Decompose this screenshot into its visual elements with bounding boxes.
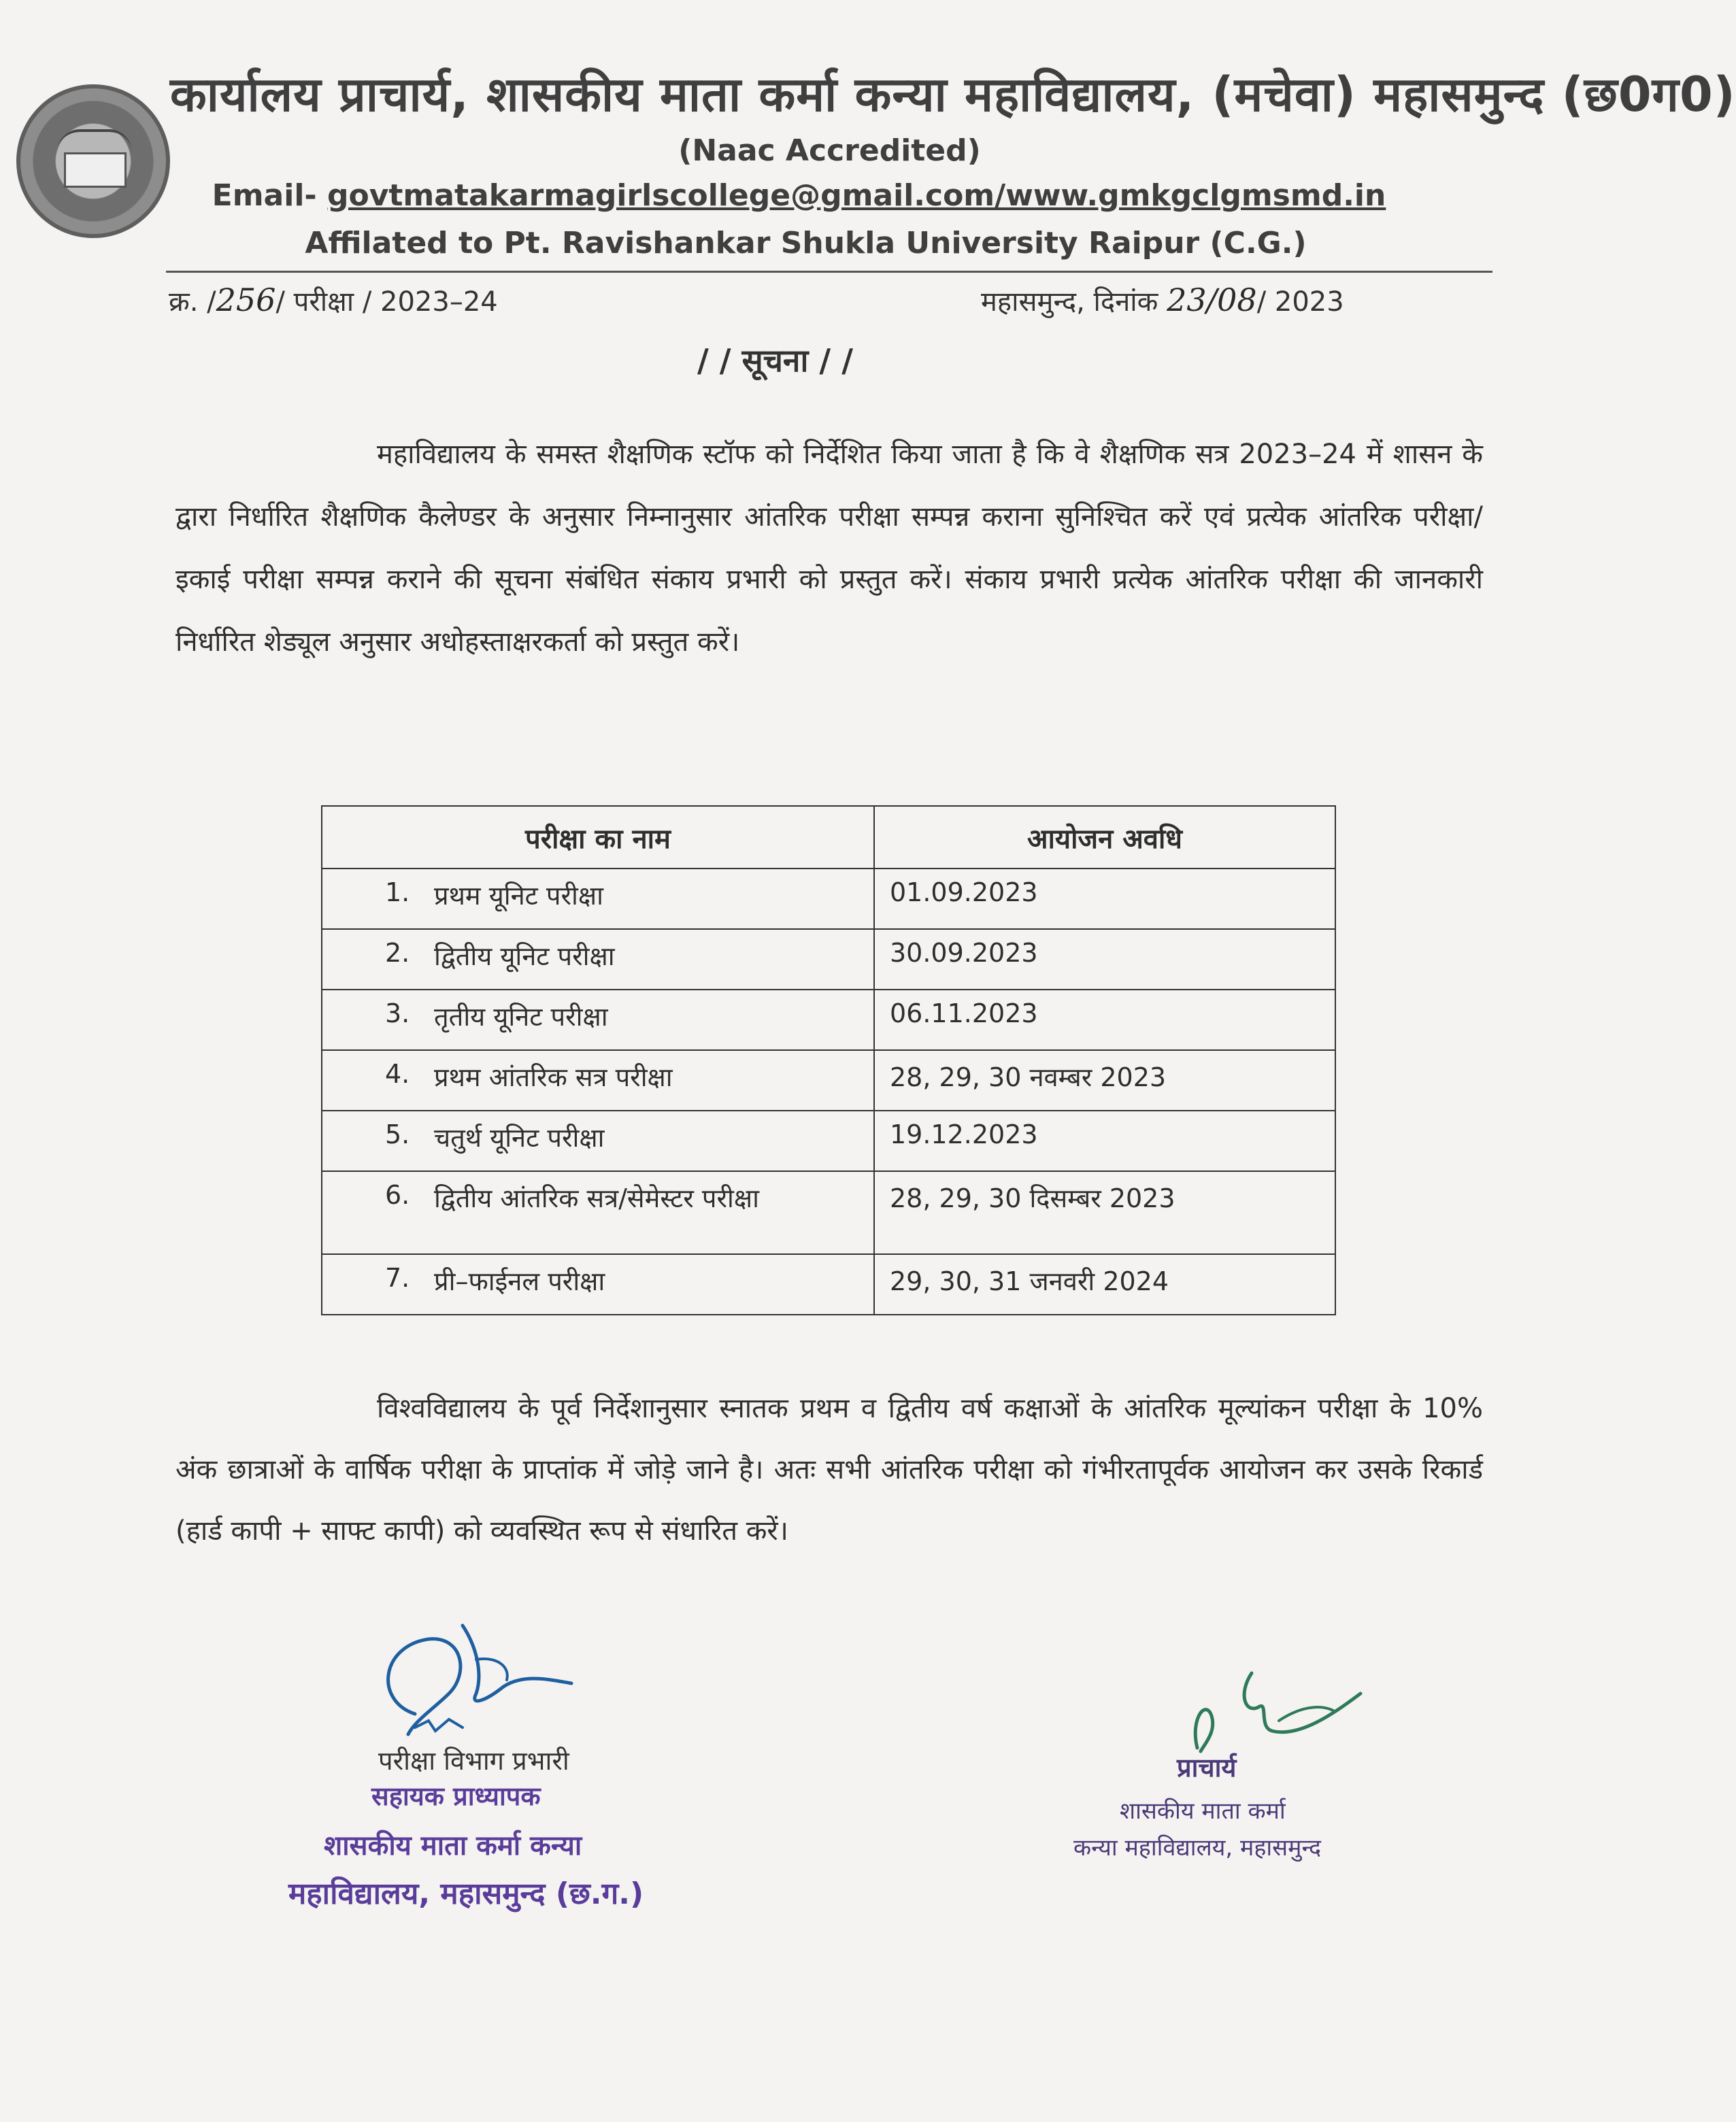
email-prefix: Email- [212, 178, 327, 213]
table-row [322, 929, 1335, 990]
header-exam-name: परीक्षा का नाम [322, 806, 874, 869]
exam-schedule-table [321, 805, 1336, 1315]
exam-name: प्रथम आंतरिक सत्र परीक्षा [434, 1062, 673, 1092]
row-number: 4. [385, 1059, 410, 1089]
dateline-day: 23 [1167, 282, 1207, 318]
exam-date: 29, 30, 31 जनवरी 2024 [874, 1254, 1335, 1315]
table-row [322, 1050, 1335, 1111]
notice-heading: / / सूचना / / [697, 342, 853, 379]
row-number: 6. [385, 1180, 410, 1210]
exam-name: तृतीय यूनिट परीक्षा [434, 1002, 608, 1032]
row-number: 3. [385, 998, 410, 1028]
principal-role: प्राचार्य [1177, 1753, 1237, 1783]
table-row [322, 869, 1335, 929]
reference-number [169, 282, 498, 319]
exam-name: चतुर्थ यूनिट परीक्षा [434, 1123, 605, 1153]
exam-incharge-role: परीक्षा विभाग प्रभारी [378, 1746, 569, 1776]
exam-name: द्वितीय यूनिट परीक्षा [434, 941, 615, 971]
email-line [0, 178, 1550, 213]
letterhead-title: कार्यालय प्राचार्य, शासकीय माता कर्मा कन्या महाविद्यालय, (मचेवा) महासमुन्द (छ0ग0) [170, 67, 1736, 122]
letterhead-divider [166, 271, 1492, 273]
table-row [322, 1254, 1335, 1315]
header-exam-period: आयोजन अवधि [874, 806, 1335, 869]
exam-name: द्वितीय आंतरिक सत्र/सेमेस्टर परीक्षा [434, 1183, 759, 1213]
reference-prefix: क्र. / [169, 286, 216, 318]
stamp-left-line-1: सहायक प्राध्यापक [371, 1781, 541, 1811]
notice-paragraph-2: विश्वविद्यालय के पूर्व निर्देशानुसार स्नातक प्रथम व द्वितीय वर्ष कक्षाओं के आंतरिक मूल्यांकन परीक्षा के 10% अंक छात्राओं के वार्षिक परीक्षा के प्राप्तांक में जोड़े जाने है। अतः सभी आंतरिक परीक्षा को गंभीरतापूर्वक आयोजन कर उसके रिकार्ड (हार्ड कापी + साफ्ट कापी) को व्यवस्थित रूप से संधारित करें। [176, 1393, 1483, 1547]
reference-suffix: / परीक्षा / 2023–24 [276, 286, 498, 318]
accreditation-line: (Naac Accredited) [678, 133, 981, 168]
row-number: 5. [385, 1119, 410, 1149]
exam-date: 30.09.2023 [874, 929, 1335, 990]
exam-name: प्रथम यूनिट परीक्षा [434, 881, 603, 911]
exam-date: 01.09.2023 [874, 869, 1335, 929]
stamp-left-line-2: शासकीय माता कर्मा कन्या [324, 1830, 582, 1862]
exam-date: 28, 29, 30 नवम्बर 2023 [874, 1050, 1335, 1111]
exam-incharge-signature [367, 1619, 585, 1755]
row-number: 7. [385, 1263, 410, 1293]
email-link[interactable]: govtmatakarmagirlscollege@gmail.com/www.gmkgclgmsmd.in [327, 178, 1386, 213]
stamp-right-line-1: शासकीय माता कर्मा [1120, 1798, 1286, 1825]
exam-date: 06.11.2023 [874, 990, 1335, 1050]
notice-paragraph-1: महाविद्यालय के समस्त शैक्षणिक स्टॉफ को निर्देशित किया जाता है कि वे शैक्षणिक सत्र 2023–24 में शासन के द्वारा निर्धारित शैक्षणिक कैलेण्डर के अनुसार निम्नानुसार आंतरिक परीक्षा सम्पन्न कराना सुनिश्चित करें एवं प्रत्येक आंतरिक परीक्षा/ इकाई परीक्षा सम्पन्न कराने की सूचना संबंधित संकाय प्रभारी को प्रस्तुत करें। संकाय प्रभारी प्रत्येक आंतरिक परीक्षा की जानकारी निर्धारित शेड्यूल अनुसार अधोहस्ताक्षरकर्ता को प्रस्तुत करें। [176, 439, 1483, 658]
exam-name: प्री–फाईनल परीक्षा [434, 1266, 605, 1296]
stamp-right-line-2: कन्या महाविद्यालय, महासमुन्द [1073, 1834, 1322, 1862]
table-row [322, 1111, 1335, 1171]
exam-date: 19.12.2023 [874, 1111, 1335, 1171]
dateline-month: 08 [1217, 282, 1257, 318]
dateline-prefix: महासमुन्द, दिनांक [981, 286, 1158, 318]
reference-handwritten-number: 256 [216, 282, 276, 318]
dateline: महासमुन्द, दिनांक 23/08/ 2023 [981, 282, 1344, 318]
stamp-left-line-3: महाविद्यालय, महासमुन्द (छ.ग.) [288, 1876, 644, 1911]
row-number: 2. [385, 938, 410, 968]
row-number: 1. [385, 877, 410, 907]
table-row [322, 1171, 1335, 1254]
dateline-year: / 2023 [1256, 286, 1344, 318]
table-row [322, 990, 1335, 1050]
table-header-row [322, 806, 1335, 869]
affiliation-line: Affilated to Pt. Ravishankar Shukla University Raipur (C.G.) [305, 226, 1307, 260]
exam-date: 28, 29, 30 दिसम्बर 2023 [874, 1171, 1335, 1254]
